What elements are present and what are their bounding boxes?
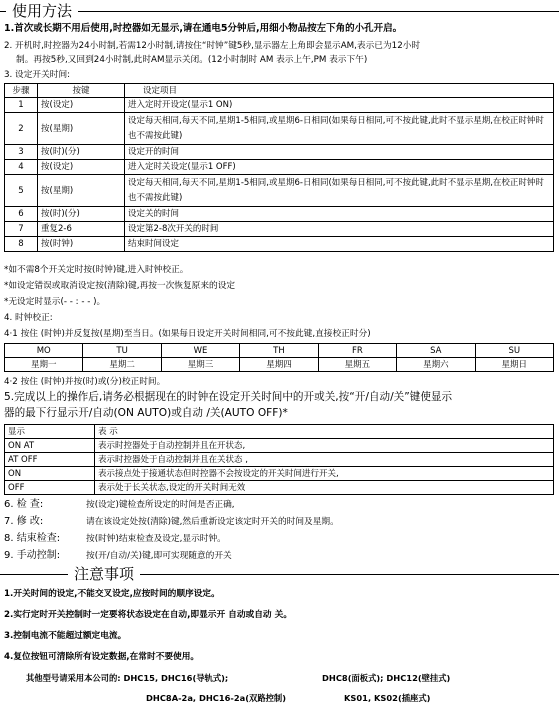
item-num: 9. 手动控制: bbox=[4, 550, 61, 561]
step-num: 5 bbox=[5, 175, 38, 207]
step-key: 按(时)(分) bbox=[38, 207, 125, 222]
caution-4: 4.复位按钮可清除所有设定数据,在常时不要使用。 bbox=[4, 652, 200, 662]
usage-title: 使用方法 bbox=[12, 2, 73, 20]
item-text: 按(时钟)结束检查及设定,显示时钟。 bbox=[86, 534, 226, 544]
step-num: 8 bbox=[5, 237, 38, 252]
item-num: 6. 检 查: bbox=[4, 499, 44, 510]
caution-3: 3.控制电流不能超过额定电流。 bbox=[4, 631, 127, 641]
intro-line-2: 2. 开机时,时控器为24小时制,若需12小时制,请按住“时钟”键5秒,显示器左上角即会显示AM,表示已为12小时 bbox=[4, 41, 421, 51]
display-code: ON bbox=[5, 467, 95, 481]
caution-1: 1.开关时间的设定,不能交叉设定,应按时间的顺序设定。 bbox=[4, 589, 220, 599]
item-text: 按(设定)键检查所设定的时间是否正确, bbox=[86, 500, 235, 510]
intro-line-4: 3. 设定开关时间: bbox=[4, 70, 71, 80]
item-9 bbox=[4, 549, 232, 563]
step-5-line-1: 5.完成以上的操作后,请务必根据现在的时钟在设定开关时间中的开或关,按“开/自动/关”键使显示 bbox=[4, 391, 453, 403]
note-2: *如设定错误或取消设定按(清除)键,再按一次恢复原来的设定 bbox=[4, 281, 236, 291]
item-num: 7. 修 改: bbox=[4, 516, 44, 527]
display-meaning: 表示接点处于接通状态但时控器不会按设定的开关时间进行开关, bbox=[95, 467, 554, 481]
item-6 bbox=[4, 498, 235, 512]
step-item: 进入定时开设定(显示1 ON) bbox=[125, 98, 554, 113]
step-key: 按(星期) bbox=[38, 175, 125, 207]
note-5: 4·1 按住 (时钟)并反复按(星期)至当日。(如果每日设定开关时间相同,可不按此键,直接校正时分) bbox=[4, 329, 371, 339]
display-header-meaning: 表 示 bbox=[95, 425, 554, 439]
week-code: TU bbox=[83, 344, 161, 358]
week-code: SU bbox=[475, 344, 553, 358]
step-4-2: 4·2 按住 (时钟)并按(时)或(分)校正时间。 bbox=[4, 377, 166, 387]
display-code: AT OFF bbox=[5, 453, 95, 467]
notice-title: 注意事项 bbox=[74, 565, 135, 583]
step-5-line-2: 器的最下行显示开/自动(ON AUTO)或自动 /关(AUTO OFF)* bbox=[4, 407, 288, 419]
display-meaning: 表示时控器处于自动控制并且在开状态, bbox=[95, 439, 554, 453]
steps-table bbox=[4, 83, 554, 252]
step-item: 结束时间设定 bbox=[125, 237, 554, 252]
step-key: 按(星期) bbox=[38, 113, 125, 145]
week-name: 星期三 bbox=[161, 358, 239, 372]
step-num: 4 bbox=[5, 160, 38, 175]
display-meaning: 表示时控器处于自动控制并且在关状态 , bbox=[95, 453, 554, 467]
step-num: 1 bbox=[5, 98, 38, 113]
models-line-1a: 其他型号请采用本公司的: DHC15, DHC16(导轨式); bbox=[26, 673, 229, 683]
section-title-usage bbox=[0, 3, 559, 19]
section-title-notice bbox=[0, 566, 559, 582]
week-name: 星期一 bbox=[5, 358, 83, 372]
step-item: 设定第2-8次开关的时间 bbox=[125, 222, 554, 237]
step-key: 重复2-6 bbox=[38, 222, 125, 237]
step-item: 设定关的时间 bbox=[125, 207, 554, 222]
step-num: 6 bbox=[5, 207, 38, 222]
step-key: 按(时)(分) bbox=[38, 145, 125, 160]
models-line-2b: KS01, KS02(插座式) bbox=[344, 693, 431, 703]
week-name: 星期四 bbox=[240, 358, 318, 372]
note-3: *无设定时显示(- - : - - )。 bbox=[4, 297, 106, 307]
display-table bbox=[4, 424, 554, 495]
week-name: 星期日 bbox=[475, 358, 553, 372]
step-num: 3 bbox=[5, 145, 38, 160]
week-code: TH bbox=[240, 344, 318, 358]
week-code: MO bbox=[5, 344, 83, 358]
step-item: 进入定时关设定(显示1 OFF) bbox=[125, 160, 554, 175]
week-name: 星期五 bbox=[318, 358, 396, 372]
step-key: 按(时钟) bbox=[38, 237, 125, 252]
steps-header-item: 设定项目 bbox=[125, 84, 554, 98]
intro-line-3: 制。再按5秒,又回到24小时制,此时AM显示关闭。(12小时制时 AM 表示上午,PM 表示下午) bbox=[16, 55, 368, 65]
display-meaning: 表示处于长关状态,设定的开关时间无效 bbox=[95, 481, 554, 495]
week-code: WE bbox=[161, 344, 239, 358]
step-key: 按(设定) bbox=[38, 160, 125, 175]
display-header-code: 显示 bbox=[5, 425, 95, 439]
note-4: 4. 时钟校正: bbox=[4, 313, 53, 323]
step-item: 设定开的时间 bbox=[125, 145, 554, 160]
steps-header-key: 按键 bbox=[38, 84, 125, 98]
models-line-1b: DHC8(面板式); DHC12(壁挂式) bbox=[322, 673, 451, 683]
item-7 bbox=[4, 515, 339, 529]
item-text: 请在该设定处按(清除)键,然后重新设定该定时开关的时间及星期。 bbox=[86, 517, 339, 527]
display-code: OFF bbox=[5, 481, 95, 495]
step-key: 按(设定) bbox=[38, 98, 125, 113]
item-num: 8. 结束检查: bbox=[4, 533, 61, 544]
caution-2: 2.实行定时开关控制时一定要将状态设定在自动,即显示开 自动或自动 关。 bbox=[4, 610, 293, 620]
week-table bbox=[4, 343, 554, 372]
week-code: FR bbox=[318, 344, 396, 358]
steps-header-step: 步骤 bbox=[5, 84, 38, 98]
week-name: 星期二 bbox=[83, 358, 161, 372]
step-num: 2 bbox=[5, 113, 38, 145]
step-item: 设定每天相同,每天不同,星期1-5相同,或星期6-日相同(如果每日相同,可不按此键,此时不显示星期,在校正时钟时也不需按此键) bbox=[125, 113, 554, 145]
intro-line-1: 1.首次或长期不用后使用,时控器如无显示,请在通电5分钟后,用细小物品按左下角的小孔开启。 bbox=[4, 23, 403, 34]
models-line-2a: DHC8A-2a, DHC16-2a(双路控制) bbox=[146, 693, 287, 703]
week-code: SA bbox=[397, 344, 475, 358]
display-code: ON AT bbox=[5, 439, 95, 453]
item-text: 按(开/自动/关)键,即可实现随意的开关 bbox=[86, 551, 232, 561]
step-num: 7 bbox=[5, 222, 38, 237]
week-name: 星期六 bbox=[397, 358, 475, 372]
note-1: *如不需8个开关定时按(时钟)键,进入时钟校正。 bbox=[4, 265, 189, 275]
step-item: 设定每天相同,每天不同,星期1-5相同,或星期6-日相同(如果每日相同,可不按此键,此时不显示星期,在校正时钟时也不需按此键) bbox=[125, 175, 554, 207]
item-8 bbox=[4, 532, 226, 546]
